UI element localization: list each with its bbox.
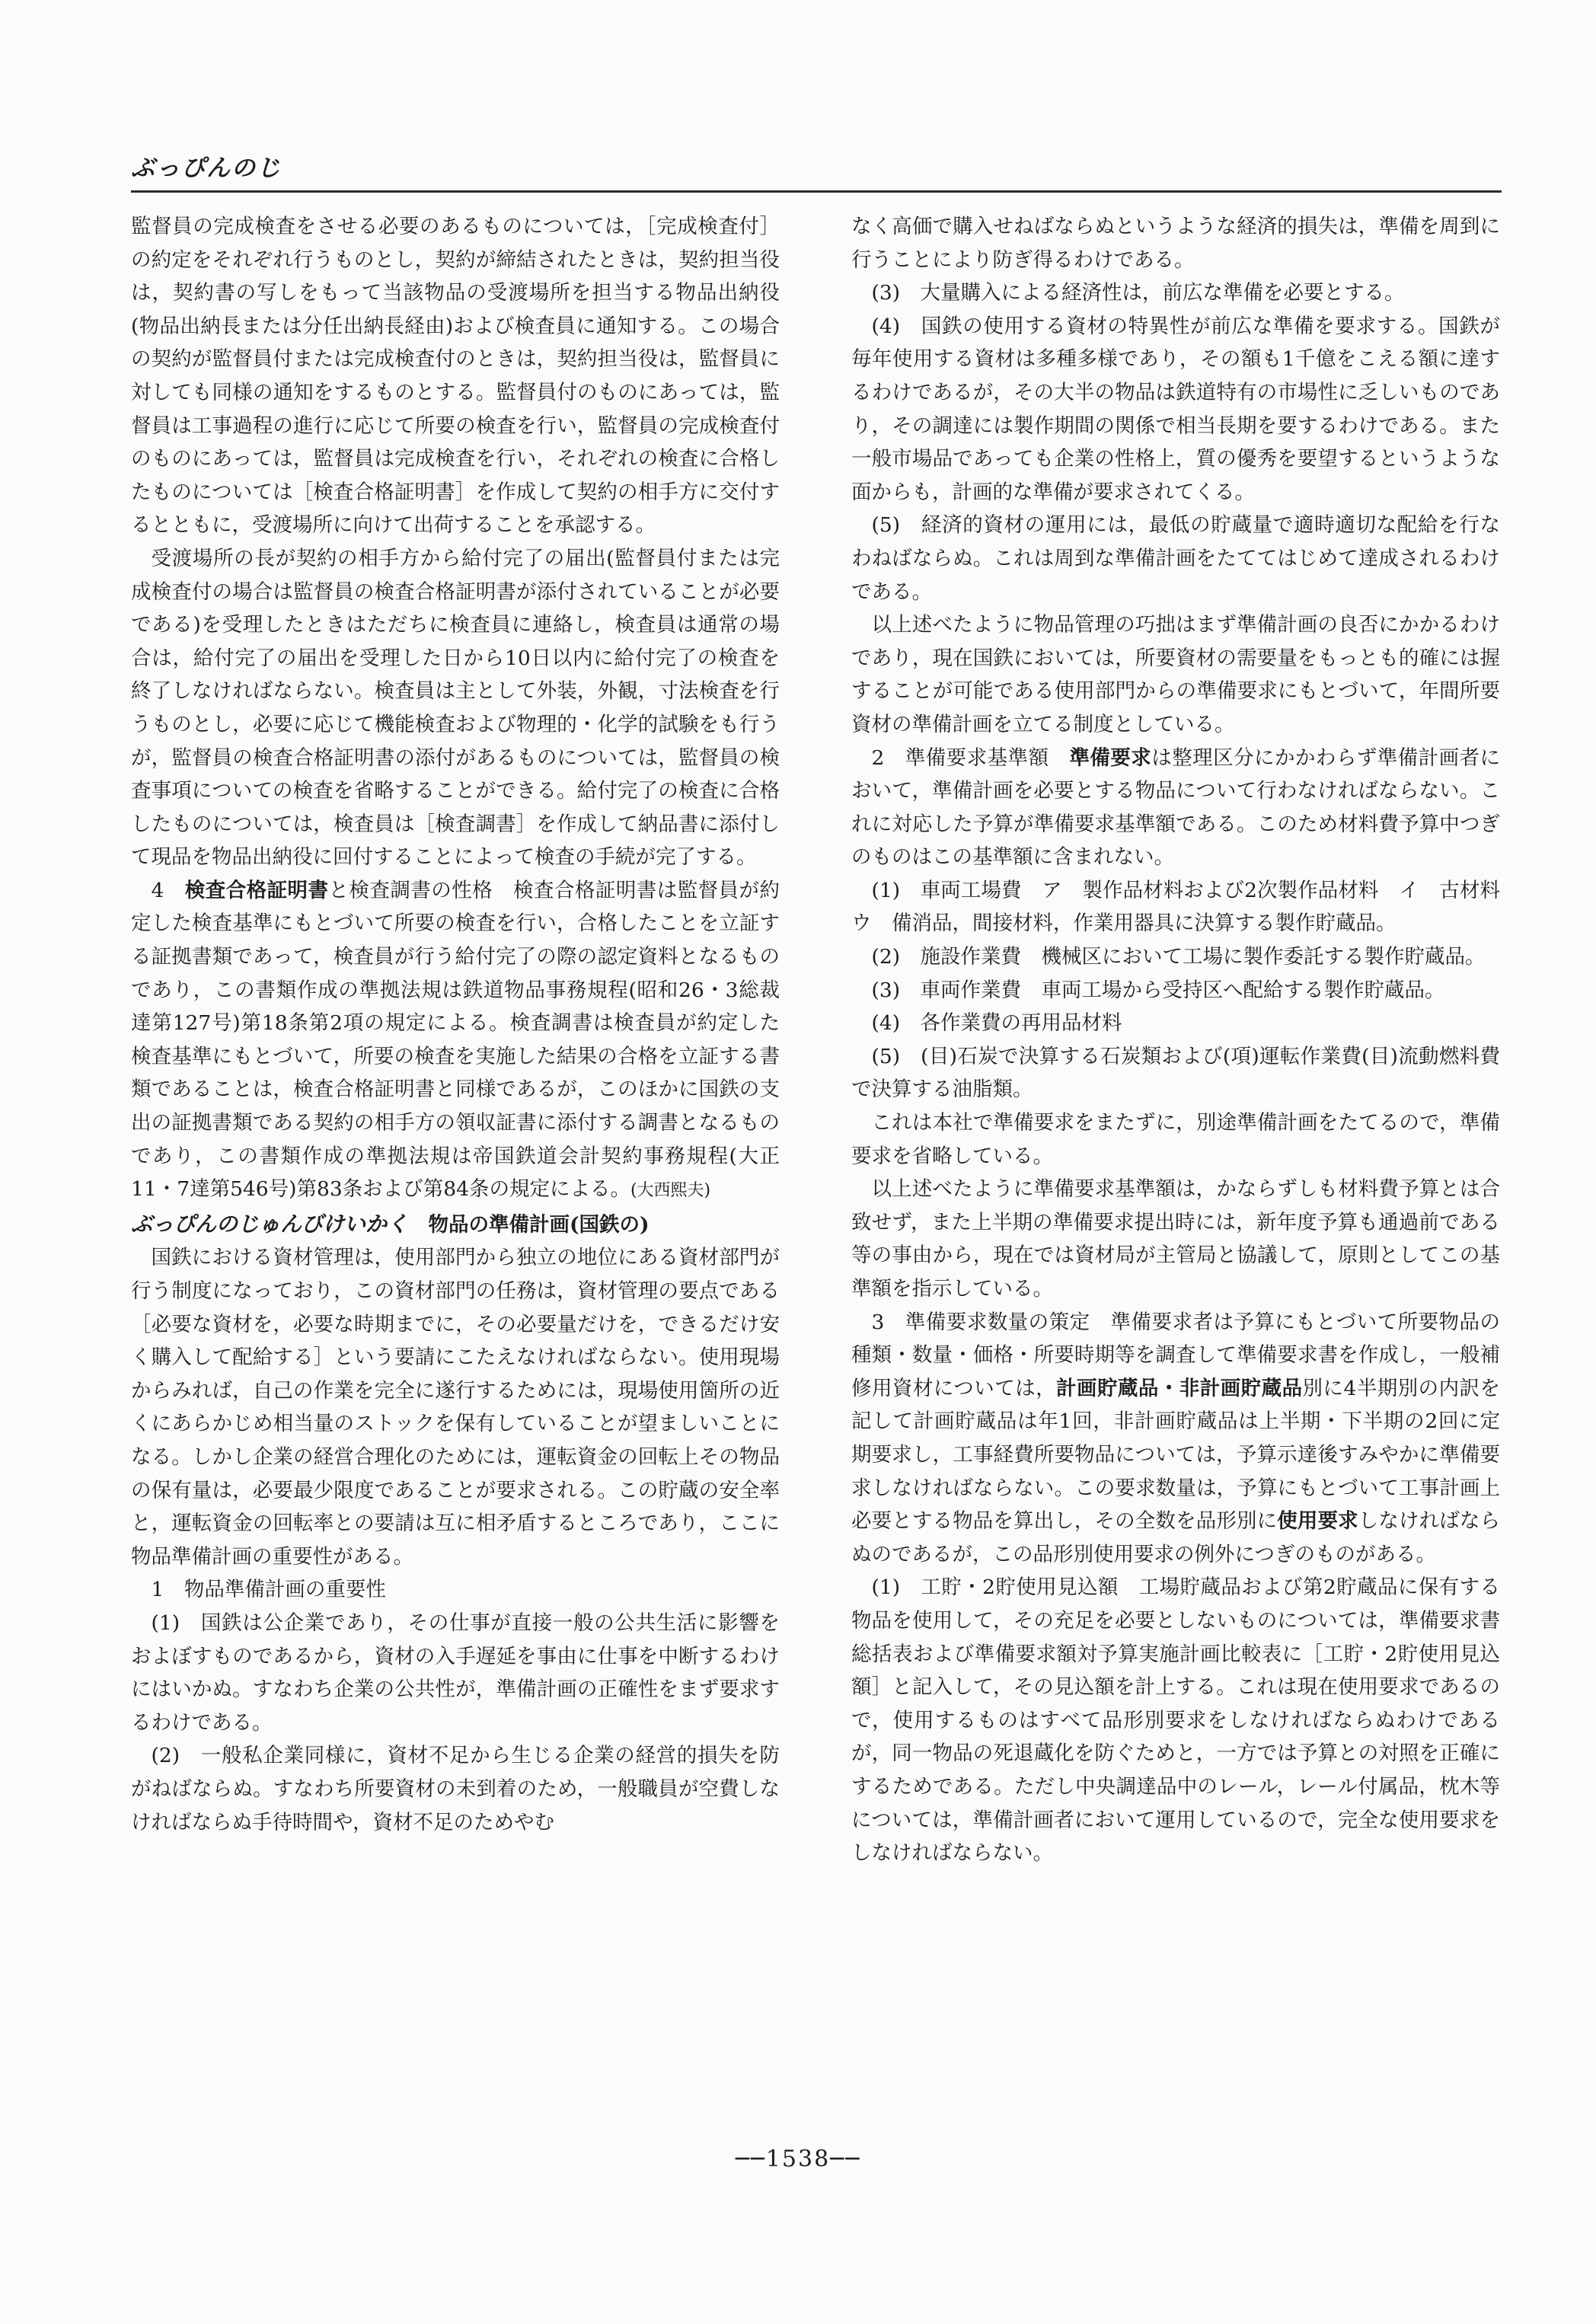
- paragraph-text: しなければならぬのであるが，この品形別使用要求の例外につぎのものがある。: [851, 1509, 1501, 1566]
- paragraph: これは本社で準備要求をまたずに，別途準備計画をたてるので，準備要求を省略している。: [851, 1111, 1500, 1168]
- paragraph: 国鉄における資材管理は，使用部門から独立の地位にある資材部門が行う制度になっており，この資材部門の任務は，資材管理の要点である［必要な資材を，必要な時期までに，その必要量だけを，できるだけ安く購入して配給する］という要請にこたえなければならない。使用現場からみれば，自己の作業を完全に遂行するためには，現場使用箇所の近くにあらかじめ相当量のストックを保有していることが望ましいことになる。しかし企業の経営合理化のためには，運転資金の回転上その物品の保有量は，必要最少限度であることが要求される。この貯蔵の安全率と，運転資金の回転率との要請は互に相矛盾するところであり，ここに物品準備計画の重要性がある。: [131, 1246, 780, 1569]
- running-head: ぶっぴんのじ: [131, 155, 282, 182]
- entry-heading: [131, 1208, 780, 1242]
- paragraph: [851, 1306, 1500, 1572]
- paragraph-text: 別に4半期別の内訳を記して計画貯蔵品は年1回，非計画貯蔵品は上半期・下半期の2回に定期要求し，工事経費所要物品については，予算示達後すみやかに準備要求しなければならない。この要求数量は，予算にもとづいて工事計画上必要とする物品を算出し，その全数を品形別に: [851, 1376, 1500, 1534]
- paragraph: なく高価で購入せねばならぬというような経済的損失は，準備を周到に行うことにより防ぎ得るわけである。: [851, 215, 1500, 272]
- list-item: (4) 各作業費の再用品材料: [871, 1011, 1122, 1036]
- left-column: [131, 210, 780, 1839]
- paragraph: 受渡場所の長が契約の相手方から給付完了の届出(監督員付または完成検査付の場合は監督員の検査合格証明書が添付されていることが必要である)を受理したときはただちに検査員に連絡し，検査員は通常の場合は，給付完了の届出を受理した日から10日以内に給付完了の検査を終了しなければならない。検査員は主として外装，外観，寸法検査を行うものとし，必要に応じて機能検査および物理的・化学的試験をも行うが，監督員の検査合格証明書の添付があるものについては，監督員の検査事項についての検査を省略することができる。給付完了の検査に合格したものについては，検査員は［検査調書］を作成して納品書に添付して現品を物品出納役に回付することによって検査の手続が完了する。: [131, 546, 780, 870]
- right-column: [851, 210, 1521, 1870]
- section-heading: 2 準備要求基準額: [871, 745, 1070, 770]
- paragraph: [851, 742, 1500, 874]
- list-item: (4) 国鉄の使用する資材の特異性が前広な準備を要求する。国鉄が毎年使用する資材は多種多様であり，その額も1千億をこえる額に達するわけであるが，その大半の物品は鉄道特有の市場性に乏しいものであり，その調達には製作期間の関係で相当長期を要するわけである。また一般市場品であっても企業の性格上，質の優秀を要望するというような面からも，計画的な準備が要求されてくる。: [851, 314, 1500, 504]
- list-item: (1) 工貯・2貯使用見込額 工場貯蔵品および第2貯蔵品に保有する物品を使用して，その充足を必要としないものについては，準備要求書総括表および準備要求額対予算実施計画比較表に［工貯・2貯使用見込額］と記入して，その見込額を計上する。これは現在使用要求であるので，使用するものはすべて品形別要求をしなければならぬわけであるが，同一物品の死退蔵化を防ぐためと，一方では予算との対照を正確にするためである。ただし中央調達品中のレール，レール付属品，枕木等については，準備計画者において運用しているので，完全な使用要求をしなければならない。: [851, 1575, 1500, 1866]
- list-item: (3) 車両作業費 車両工場から受持区へ配給する製作貯蔵品。: [871, 978, 1445, 1002]
- bold-term: 準備要求: [1069, 745, 1152, 770]
- list-item: (1) 国鉄は公企業であり，その仕事が直接一般の公共生活に影響をおよぼすものであるから，資材の入手遅延を事由に仕事を中断するわけにはいかぬ。すなわち企業の公共性が，準備計画の正確性をまず要求するわけである。: [131, 1611, 780, 1735]
- page-number: ──1538──: [735, 2146, 861, 2172]
- author-signature: (大西熙夫): [630, 1181, 711, 1201]
- list-item: (3) 大量購入による経済性は，前広な準備を必要とする。: [871, 281, 1405, 305]
- bold-term: 検査合格証明書: [184, 878, 329, 902]
- list-item: (5) 経済的資材の運用には，最低の貯蔵量で適時適切な配給を行なわねばならぬ。これは周到な準備計画をたててはじめて達成されるわけである。: [851, 513, 1500, 604]
- subsection-heading: 1 物品準備計画の重要性: [151, 1578, 386, 1602]
- paragraph: 監督員の完成検査をさせる必要のあるものについては，［完成検査付］の約定をそれぞれ行うものとし，契約が締結されたときは，契約担当役は，契約書の写しをもって当該物品の受渡場所を担当する物品出納役(物品出納長または分任出納長経由)および検査員に通知する。この場合の契約が監督員付または完成検査付のときは，契約担当役は，監督員に対しても同様の通知をするものとする。監督員付のものにあっては，監督員は工事過程の進行に応じて所要の検査を行い，監督員の完成検査付のものにあっては，監督員は完成検査を行い，それぞれの検査に合格したものについては［検査合格証明書］を作成して契約の相手方に交付するとともに，受渡場所に向けて出荷することを承認する。: [131, 215, 780, 538]
- paragraph-text: 3 準備要求数量の策定 準備要求者は予算にもとづいて所要物品の種類・数量・価格・所要時期等を調査して準備要求書を作成し，一般補修用資材については，: [851, 1310, 1500, 1400]
- bold-term: 計画貯蔵品・非計画貯蔵品: [1056, 1376, 1303, 1400]
- list-item: (5) (目)石炭で決算する石炭類および(項)運転作業費(目)流動燃料費で決算する油脂類。: [851, 1044, 1500, 1102]
- section-number: 4: [151, 878, 185, 902]
- list-item: (2) 施設作業費 機械区において工場に製作委託する製作貯蔵品。: [871, 945, 1486, 969]
- paragraph: [131, 874, 780, 1208]
- paragraph-text: と検査調書の性格 検査合格証明書は監督員が約定した検査基準にもとづいて所要の検査を行い，合格したことを立証する証拠書類であって，検査員が行う給付完了の際の認定資料となるものであり，この書類作成の準拠法規は鉄道物品事務規程(昭和26・3総裁達第127号)第18条第2項の規定による。検査調書は検査員が約定した検査基準にもとづいて，所要の検査を実施した結果の合格を立証する書類であることは，検査合格証明書と同様であるが，このほかに国鉄の支出の証拠書類である契約の相手方の領収証書に添付する調書となるものであり，この書類作成の準拠法規は帝国鉄道会計契約事務規程(大正11・7達第546号)第83条および第84条の規定による。: [131, 878, 780, 1202]
- paragraph-text: は整理区分にかかわらず準備計画者において，準備計画を必要とする物品について行わなければならない。これに対応した予算が準備要求基準額である。このため材料費予算中つぎのものはこの基準額に含まれない。: [851, 745, 1501, 870]
- header-rule: [131, 190, 1502, 193]
- list-item: (1) 車両工場費 ア 製作品材料および2次製作品材料 イ 古材料 ウ 備消品，間接材料，作業用器具に決算する製作貯蔵品。: [851, 878, 1521, 936]
- bold-term: 使用要求: [1277, 1509, 1358, 1534]
- paragraph: 以上述べたように準備要求基準額は，かならずしも材料費予算とは合致せず，また上半期の準備要求提出時には，新年度予算も通過前である等の事由から，現在では資材局が主管局と協議して，原則としてこの基準額を指示している。: [851, 1177, 1500, 1301]
- paragraph: 以上述べたように物品管理の巧拙はまず準備計画の良否にかかるわけであり，現在国鉄においては，所要資材の需要量をもっとも的確には握することが可能である使用部門からの準備要求にもとづいて，年間所要資材の準備計画を立てる制度としている。: [851, 613, 1500, 736]
- list-item: (2) 一般私企業同様に，資材不足から生じる企業の経営的損失を防がねばならぬ。すなわち所要資材の未到着のため，一般職員が空費しなければならぬ手待時間や，資材不足のためやむ: [131, 1744, 780, 1834]
- entry-title: 物品の準備計画(国鉄の): [428, 1212, 650, 1237]
- entry-kana: ぶっぴんのじゅんびけいかく: [131, 1211, 409, 1237]
